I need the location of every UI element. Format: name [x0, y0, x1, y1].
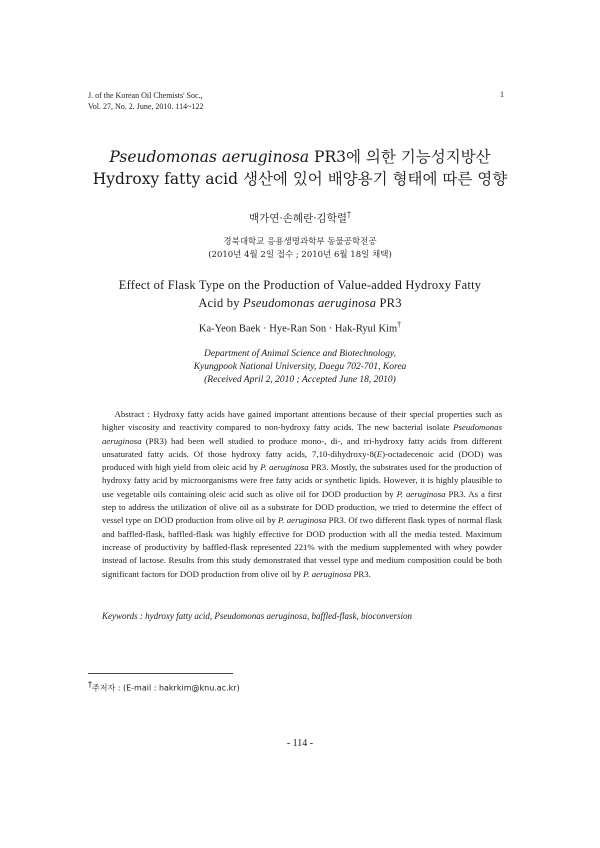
abstract-text-6: PR3. Of two different flask types of normal flask and baffled-flask, baffled-flask was highly effective for DOD production with all the media tested. Maximum increase of productivity by baffled-flask represented 221% with the medium supplemented with whey powder instead of lactose. Results from this study demonstrated that vessel type and medium composition could be both significant factors for DOD production from olive oil by — [102, 515, 502, 579]
authors-en — [0, 320, 600, 335]
affiliation-ko — [0, 236, 600, 262]
title-en-line1: Effect of Flask Type on the Production of Value-added Hydroxy Fatty — [118, 278, 482, 292]
footnote-divider — [88, 673, 233, 674]
abstract-text-5: PR3. As a first step to address the utilization of olive oil as a substrate for DOD production, we tried to determine the effect of vessel type on DOD production from olive oil by — [102, 488, 502, 526]
abstract-label: Abstract — [114, 409, 145, 419]
abstract-text-7: PR3. — [351, 568, 371, 579]
abstract-organism-1: Pseudomonas aeruginosa — [102, 422, 502, 446]
abstract-text-3: )-octadecenoic acid (DOD) was produced with high yield from oleic acid by — [102, 448, 502, 473]
abstract-text-1: Hydroxy fatty acids have gained important attentions because of their special properties such as higher viscosity and reactivity compared to non-hydroxy fatty acids. The new bacterial isolate — [102, 409, 503, 433]
journal-header — [88, 90, 203, 112]
affiliation-en-dept: Department of Animal Science and Biotechnology, — [204, 349, 396, 359]
keywords — [102, 611, 502, 621]
abstract — [102, 408, 502, 581]
footnote-mark: † — [88, 680, 92, 689]
title-en-line2-pre: Acid by — [198, 296, 243, 310]
keywords-text: hydroxy fatty acid, Pseudomonas aeruginosa, baffled-flask, bioconversion — [145, 611, 413, 621]
footnote — [88, 680, 240, 694]
affiliation-ko-dept: 경북대학교 응용생명과학부 동물공학전공 — [223, 237, 377, 247]
abstract-organism-2: P. aeruginosa — [260, 462, 309, 473]
affiliation-en-dates: (Received April 2, 2010 ; Accepted June 18, 2010) — [204, 375, 396, 385]
page-number: 1 — [500, 90, 504, 99]
title-en-organism: Pseudomonas aeruginosa — [242, 296, 377, 310]
affiliation-ko-dates: (2010년 4월 2일 접수 ; 2010년 6월 18일 채택) — [208, 250, 392, 260]
affiliation-en — [0, 348, 600, 387]
abstract-isomer: E — [376, 448, 383, 459]
abstract-sep: : — [144, 409, 154, 419]
title-en — [70, 276, 530, 312]
title-ko-line1 — [70, 146, 530, 168]
title-ko-line2: Hydroxy fatty acid 생산에 있어 배양용기 형태에 따른 영향 — [92, 170, 508, 188]
title-en-line2 — [70, 294, 530, 312]
abstract-organism-3: P. aeruginosa — [396, 488, 446, 499]
abstract-text-4: PR3. Mostly, the substrates used for the production of hydroxy fatty acid by microorganisms were free fatty acids or synthetic lipids. However, it is highly plausible to use vegetable oils containing oleic acid such as olive oil for DOD production by — [102, 462, 502, 499]
affiliation-en-univ: Kyungpook National University, Daegu 702-701, Korea — [193, 362, 407, 372]
journal-name: J. of the Korean Oil Chemists' Soc., — [88, 91, 203, 100]
footnote-text: 주저자 : (E-mail : hakrkim@knu.ac.kr) — [92, 683, 240, 693]
title-en-line2-post: PR3 — [376, 296, 402, 310]
abstract-organism-4: P. aeruginosa — [278, 515, 327, 526]
corresponding-mark-ko: † — [346, 210, 351, 219]
journal-volume: Vol. 27, No. 2. June, 2010. 114~122 — [88, 102, 204, 111]
title-ko-line1-rest: PR3에 의한 기능성지방산 — [309, 148, 491, 166]
authors-ko — [0, 210, 600, 226]
title-ko-organism: Pseudomonas aeruginosa — [109, 148, 310, 166]
abstract-text-2: (PR3) had been well studied to produce mono-, di-, and tri-hydroxy fatty acids from different unsaturated fatty acids. Of those hydroxy fatty acids, 7,10-dihydroxy-8( — [102, 435, 502, 459]
footer-page-number: - 114 - — [286, 738, 314, 749]
abstract-organism-5: P. aeruginosa — [303, 568, 352, 579]
authors-en-names: Ka-Yeon Baek · Hye-Ran Son · Hak-Ryul Kim — [198, 323, 398, 335]
keywords-label: Keywords — [102, 611, 138, 621]
authors-ko-names: 백가연·손혜란·김학렬 — [249, 212, 347, 225]
keywords-sep: : — [137, 611, 146, 621]
corresponding-mark-en: † — [397, 320, 402, 329]
